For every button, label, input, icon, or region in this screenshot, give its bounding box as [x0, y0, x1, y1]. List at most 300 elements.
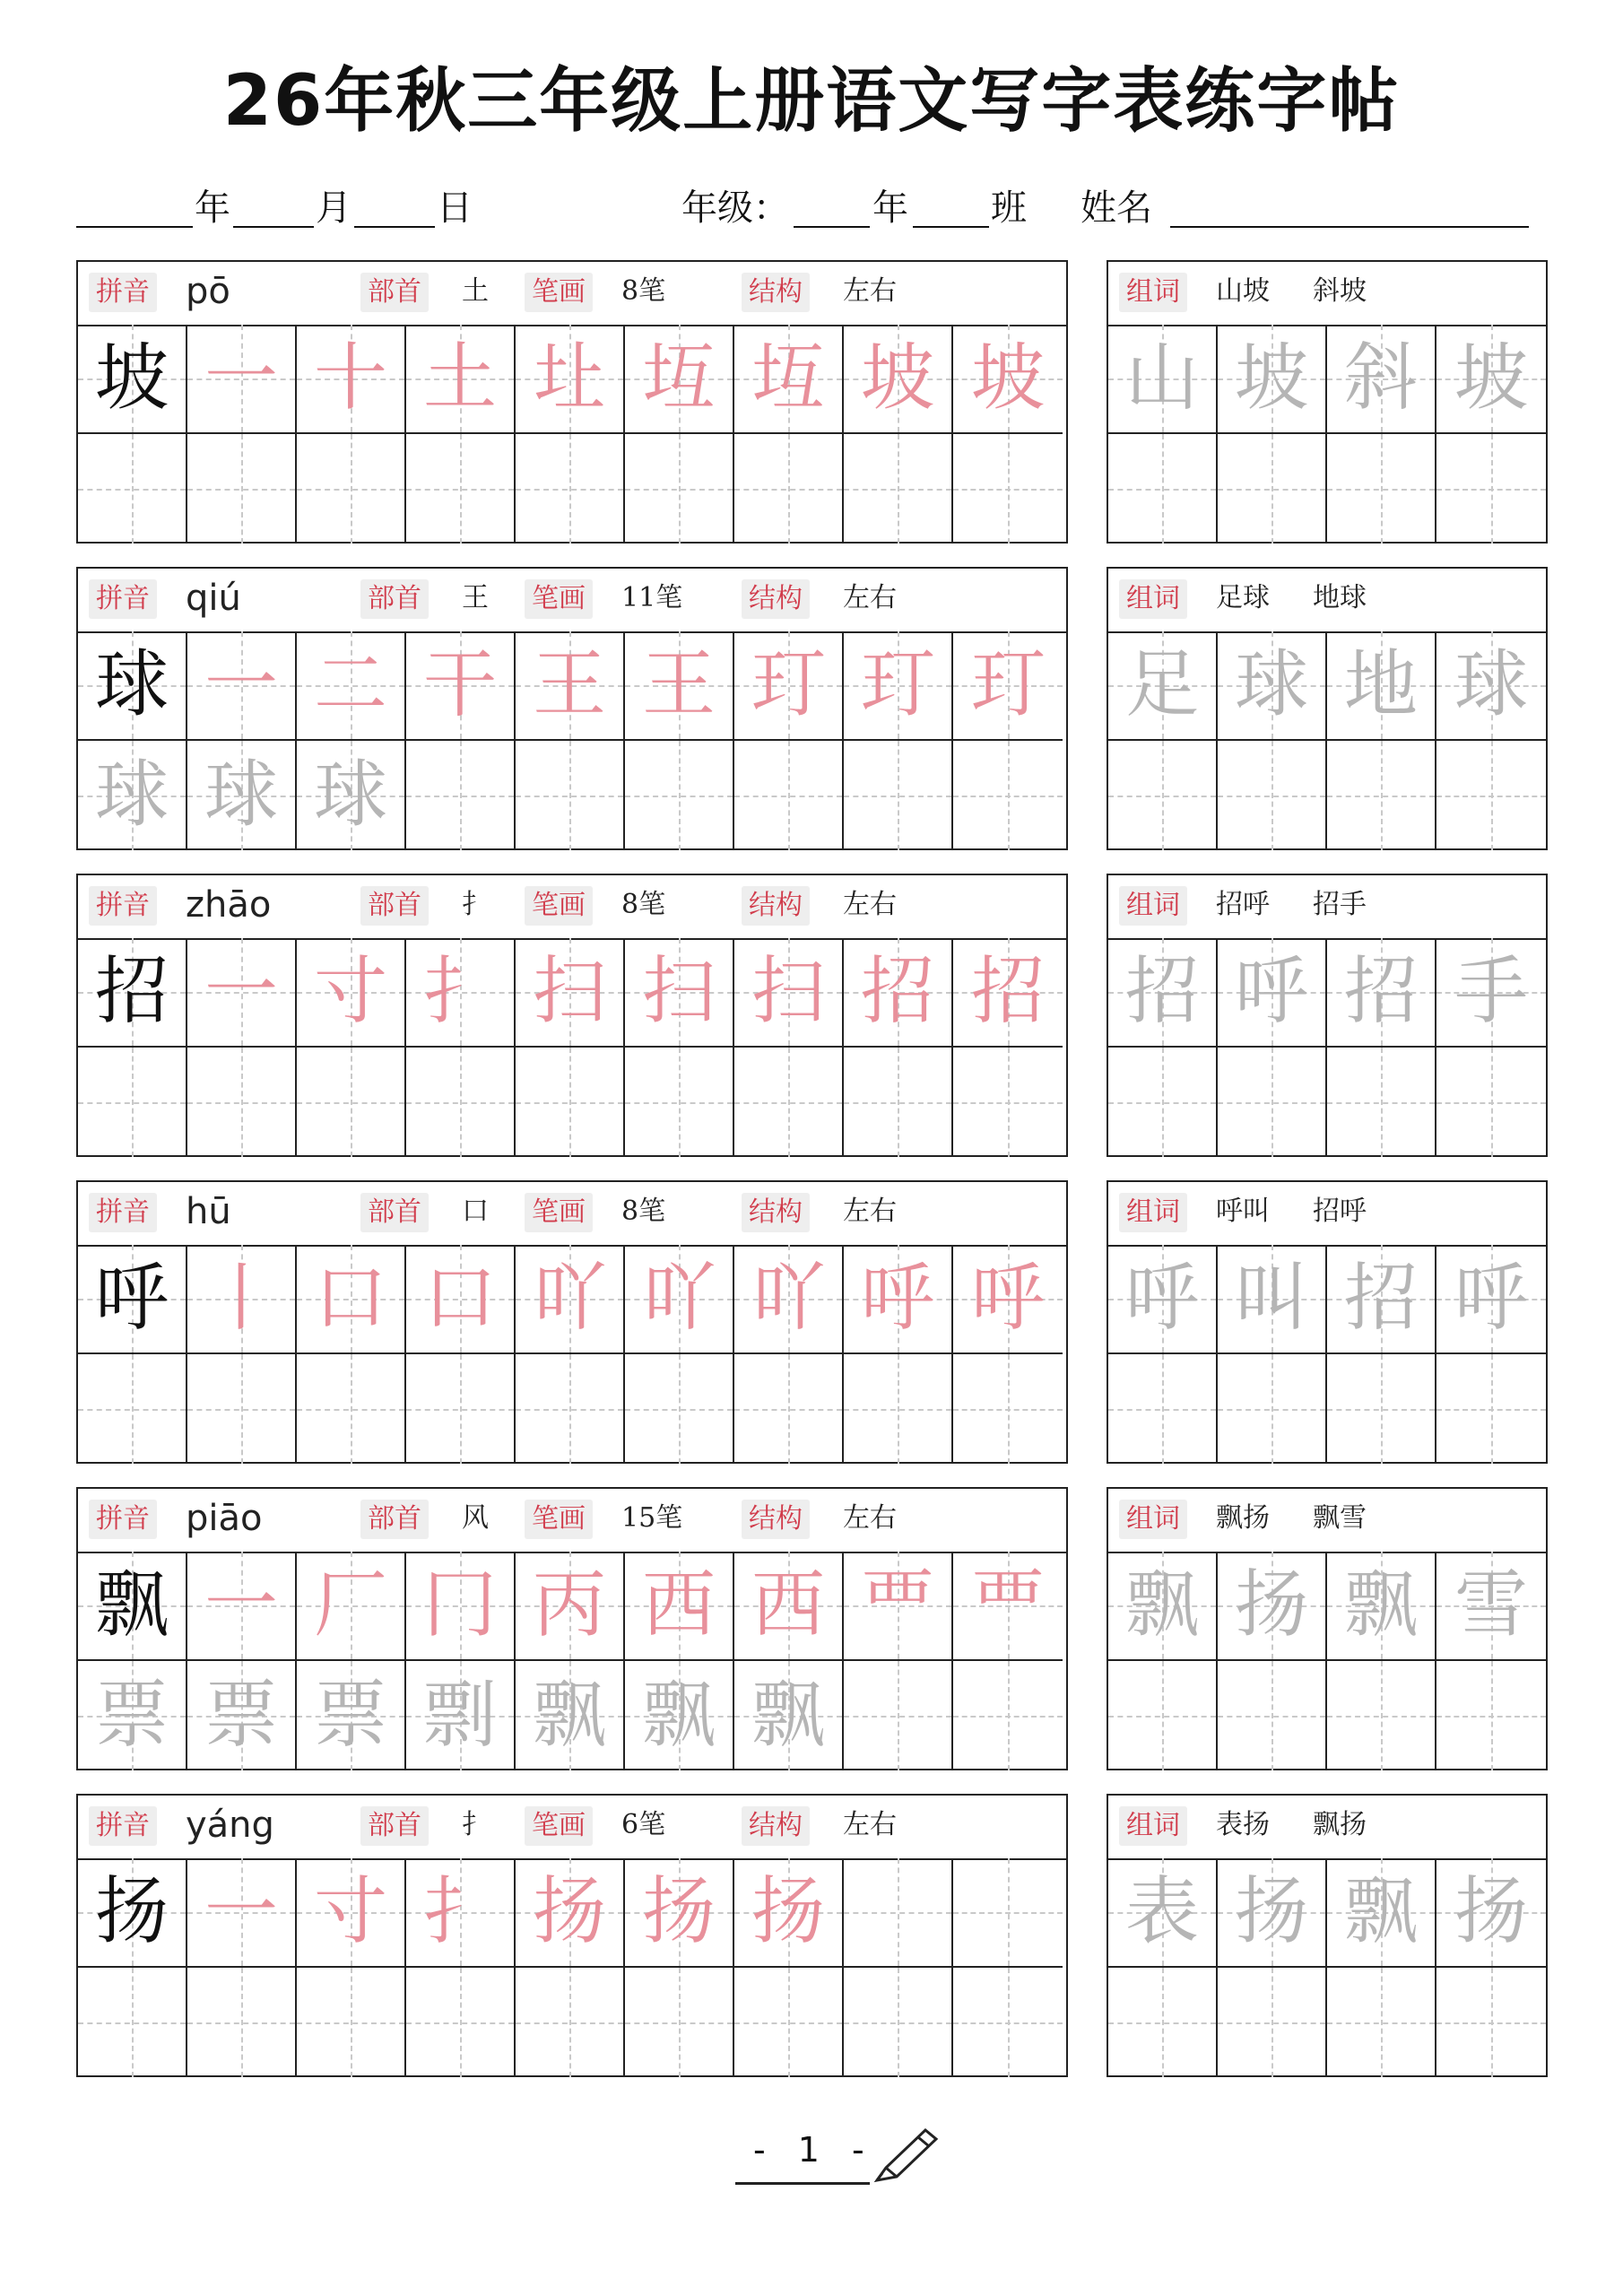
month-blank[interactable]	[233, 226, 314, 228]
stroke-step: 玎	[751, 642, 825, 727]
practice-cell[interactable]	[187, 1354, 297, 1464]
practice-cell[interactable]	[734, 631, 844, 741]
practice-cell[interactable]	[1436, 434, 1546, 544]
practice-cell[interactable]	[187, 1968, 297, 2077]
practice-cell[interactable]	[1327, 434, 1436, 544]
practice-cell[interactable]	[734, 1552, 844, 1661]
practice-cell[interactable]	[516, 1245, 625, 1354]
practice-cell[interactable]	[297, 938, 406, 1048]
practice-cell[interactable]	[1108, 1048, 1218, 1157]
trace-character: 斜	[1343, 335, 1418, 421]
card-header	[78, 262, 1066, 326]
label-radical: 部首	[360, 1193, 429, 1232]
stroke-step: 扫	[641, 949, 716, 1034]
label-words: 组词	[1119, 1806, 1187, 1846]
trace-character: 飘	[641, 1673, 716, 1758]
practice-cell[interactable]	[516, 1858, 625, 1968]
stroke-step: 覀	[970, 1562, 1045, 1648]
practice-cell[interactable]	[1108, 741, 1218, 850]
trace-character: 飘	[532, 1673, 606, 1758]
practice-cell[interactable]	[406, 1048, 516, 1157]
label-words: 组词	[1119, 886, 1187, 926]
practice-cell[interactable]	[625, 741, 734, 850]
practice-cell[interactable]	[734, 434, 844, 544]
pinyin-value: zhāo	[186, 884, 272, 926]
trace-character: 扬	[1234, 1562, 1308, 1648]
model-character: 坡	[94, 335, 169, 421]
practice-cell[interactable]	[734, 325, 844, 434]
word-2: 招手	[1313, 889, 1367, 920]
page-title: 26年秋三年级上册语文写字表练字帖	[222, 61, 1401, 142]
word-2: 飘雪	[1313, 1502, 1367, 1534]
stroke-step: 扫	[532, 949, 606, 1034]
trace-character: 招	[1343, 1256, 1418, 1341]
practice-cell[interactable]	[844, 1354, 953, 1464]
practice-cell[interactable]	[844, 1552, 953, 1661]
practice-cell[interactable]	[1436, 1354, 1546, 1464]
stroke-step: 扬	[532, 1869, 606, 1954]
practice-cell[interactable]	[406, 1354, 516, 1464]
practice-cell[interactable]	[1218, 434, 1327, 544]
stroke-step: 覀	[860, 1562, 934, 1648]
practice-cell[interactable]	[1436, 1048, 1546, 1157]
practice-cell[interactable]	[187, 631, 297, 741]
trace-character: 地	[1343, 642, 1418, 727]
practice-cell[interactable]	[844, 938, 953, 1048]
practice-cell[interactable]	[297, 434, 406, 544]
word-card-5	[1107, 1487, 1548, 1770]
practice-cell[interactable]	[406, 938, 516, 1048]
label-structure: 结构	[742, 273, 810, 312]
practice-cell[interactable]	[516, 434, 625, 544]
footer-underline	[735, 2182, 870, 2185]
practice-cell[interactable]	[1108, 1245, 1218, 1354]
structure-value: 左右	[843, 1502, 897, 1534]
practice-cell[interactable]	[625, 1245, 734, 1354]
trace-character: 呼	[1124, 1256, 1199, 1341]
practice-cell[interactable]	[406, 1661, 516, 1770]
stroke-step: 坡	[860, 335, 934, 421]
practice-cell[interactable]	[1218, 1858, 1327, 1968]
label-strokes: 笔画	[525, 579, 593, 619]
stroke-step: 吖	[532, 1256, 606, 1341]
pinyin-value: yáng	[186, 1805, 274, 1846]
grade-year-label: 年	[872, 187, 908, 229]
practice-cell[interactable]	[516, 1552, 625, 1661]
practice-cell[interactable]	[953, 1354, 1063, 1464]
label-radical: 部首	[360, 273, 429, 312]
trace-character: 扬	[1454, 1869, 1528, 1954]
stroke-count: 15笔	[621, 1502, 683, 1534]
class-label: 班	[991, 187, 1027, 229]
practice-cell[interactable]	[1327, 325, 1436, 434]
stroke-step: 二	[313, 642, 387, 727]
label-strokes: 笔画	[525, 1193, 593, 1232]
label-words: 组词	[1119, 1193, 1187, 1232]
radical-value: 扌	[462, 889, 489, 920]
practice-cell[interactable]	[78, 1048, 187, 1157]
trace-character: 球	[204, 752, 278, 838]
trace-character: 剽	[422, 1673, 497, 1758]
trace-character: 球	[313, 752, 387, 838]
character-card-4	[76, 1180, 1068, 1464]
practice-cell[interactable]	[78, 741, 187, 850]
trace-character: 雪	[1454, 1562, 1528, 1648]
practice-cell[interactable]	[1108, 434, 1218, 544]
practice-cell[interactable]	[406, 741, 516, 850]
practice-cell[interactable]	[844, 1661, 953, 1770]
character-card-5	[76, 1487, 1068, 1770]
practice-cell[interactable]	[297, 1552, 406, 1661]
practice-cell[interactable]	[953, 434, 1063, 544]
practice-cell[interactable]	[734, 1354, 844, 1464]
practice-cell[interactable]	[1327, 1354, 1436, 1464]
character-card-1	[76, 260, 1068, 544]
name-blank[interactable]	[1170, 226, 1529, 228]
practice-cell[interactable]	[78, 1661, 187, 1770]
practice-cell[interactable]	[953, 1858, 1063, 1968]
month-label: 月	[316, 187, 352, 229]
label-structure: 结构	[742, 1193, 810, 1232]
practice-cell[interactable]	[78, 1552, 187, 1661]
word-grid	[1108, 1245, 1546, 1462]
trace-character: 坡	[1234, 335, 1308, 421]
practice-cell[interactable]	[625, 938, 734, 1048]
label-strokes: 笔画	[525, 1806, 593, 1846]
practice-cell[interactable]	[1218, 938, 1327, 1048]
word-2: 招呼	[1313, 1196, 1367, 1227]
practice-cell[interactable]	[953, 1661, 1063, 1770]
stroke-step: 扌	[422, 1869, 497, 1954]
practice-cell[interactable]	[625, 631, 734, 741]
word-card-header	[1108, 569, 1546, 633]
practice-cell[interactable]	[78, 1858, 187, 1968]
label-words: 组词	[1119, 579, 1187, 619]
trace-character: 山	[1124, 335, 1199, 421]
stroke-count: 6笔	[621, 1809, 666, 1840]
practice-cell[interactable]	[187, 1048, 297, 1157]
label-words: 组词	[1119, 1500, 1187, 1539]
practice-cell[interactable]	[734, 1661, 844, 1770]
practice-cell[interactable]	[844, 1858, 953, 1968]
practice-cell[interactable]	[187, 1552, 297, 1661]
word-grid	[1108, 1858, 1546, 2075]
stroke-step: 土	[422, 335, 497, 421]
practice-cell[interactable]	[625, 434, 734, 544]
page-footer	[735, 2130, 942, 2193]
practice-cell[interactable]	[734, 938, 844, 1048]
word-1: 表扬	[1216, 1809, 1270, 1840]
word-2: 斜坡	[1313, 275, 1367, 307]
practice-cell[interactable]	[844, 325, 953, 434]
practice-cell[interactable]	[1436, 1968, 1546, 2077]
practice-cell[interactable]	[1327, 1968, 1436, 2077]
trace-character: 飘	[1124, 1562, 1199, 1648]
trace-character: 手	[1454, 949, 1528, 1034]
writing-grid	[78, 938, 1066, 1155]
stroke-step: 一	[204, 335, 278, 421]
practice-cell[interactable]	[625, 1552, 734, 1661]
practice-cell[interactable]	[625, 1858, 734, 1968]
practice-cell[interactable]	[297, 631, 406, 741]
practice-cell[interactable]	[406, 325, 516, 434]
practice-cell[interactable]	[734, 1048, 844, 1157]
practice-cell[interactable]	[1108, 631, 1218, 741]
grade-blank[interactable]	[794, 226, 870, 228]
practice-cell[interactable]	[1327, 1245, 1436, 1354]
word-grid	[1108, 325, 1546, 542]
practice-cell[interactable]	[78, 631, 187, 741]
card-header	[78, 1796, 1066, 1860]
label-words: 组词	[1119, 273, 1187, 312]
year-label: 年	[195, 187, 230, 229]
practice-cell[interactable]	[844, 434, 953, 544]
trace-character: 飘	[1343, 1869, 1418, 1954]
practice-cell[interactable]	[406, 1552, 516, 1661]
practice-cell[interactable]	[1327, 741, 1436, 850]
practice-cell[interactable]	[1436, 1858, 1546, 1968]
word-card-2	[1107, 567, 1548, 850]
practice-cell[interactable]	[516, 938, 625, 1048]
practice-cell[interactable]	[1218, 1245, 1327, 1354]
practice-cell[interactable]	[78, 938, 187, 1048]
stroke-step: 吖	[751, 1256, 825, 1341]
trace-character: 球	[1234, 642, 1308, 727]
stroke-step: 一	[204, 949, 278, 1034]
practice-cell[interactable]	[297, 741, 406, 850]
stroke-step: 一	[204, 642, 278, 727]
character-card-6	[76, 1794, 1068, 2077]
practice-cell[interactable]	[1436, 631, 1546, 741]
label-strokes: 笔画	[525, 1500, 593, 1539]
stroke-step: 一	[204, 1562, 278, 1648]
word-card-header	[1108, 1796, 1546, 1860]
radical-value: 土	[462, 275, 489, 307]
name-label: 姓名	[1081, 187, 1152, 229]
trace-character: 票	[313, 1673, 387, 1758]
trace-character: 球	[94, 752, 169, 838]
structure-value: 左右	[843, 275, 897, 307]
practice-cell[interactable]	[1218, 1354, 1327, 1464]
stroke-step: 丙	[532, 1562, 606, 1648]
pen-icon	[870, 2125, 942, 2187]
trace-character: 表	[1124, 1869, 1199, 1954]
pinyin-value: qiú	[186, 578, 241, 619]
practice-cell[interactable]	[734, 1968, 844, 2077]
practice-cell[interactable]	[844, 741, 953, 850]
practice-cell[interactable]	[516, 741, 625, 850]
practice-cell[interactable]	[1108, 325, 1218, 434]
practice-cell[interactable]	[187, 325, 297, 434]
practice-cell[interactable]	[734, 741, 844, 850]
practice-cell[interactable]	[516, 631, 625, 741]
writing-grid	[78, 1245, 1066, 1462]
practice-cell[interactable]	[1218, 1968, 1327, 2077]
practice-cell[interactable]	[187, 938, 297, 1048]
practice-cell[interactable]	[406, 434, 516, 544]
stroke-step: 玎	[860, 642, 934, 727]
practice-cell[interactable]	[1436, 1661, 1546, 1770]
stroke-count: 11笔	[621, 582, 683, 613]
practice-cell[interactable]	[1218, 1661, 1327, 1770]
word-card-4	[1107, 1180, 1548, 1464]
practice-cell[interactable]	[1108, 1552, 1218, 1661]
label-structure: 结构	[742, 1500, 810, 1539]
practice-cell[interactable]	[78, 434, 187, 544]
stroke-step: 冂	[422, 1562, 497, 1648]
stroke-step: 呼	[860, 1256, 934, 1341]
practice-cell[interactable]	[734, 1245, 844, 1354]
practice-cell[interactable]	[516, 325, 625, 434]
practice-cell[interactable]	[625, 325, 734, 434]
practice-cell[interactable]	[187, 741, 297, 850]
practice-cell[interactable]	[297, 1354, 406, 1464]
practice-cell[interactable]	[1108, 1354, 1218, 1464]
practice-cell[interactable]	[844, 1048, 953, 1157]
practice-cell[interactable]	[78, 1354, 187, 1464]
radical-value: 扌	[462, 1809, 489, 1840]
practice-cell[interactable]	[1436, 1245, 1546, 1354]
practice-cell[interactable]	[406, 1968, 516, 2077]
practice-cell[interactable]	[516, 1661, 625, 1770]
practice-cell[interactable]	[953, 1245, 1063, 1354]
practice-cell[interactable]	[406, 1245, 516, 1354]
word-2: 地球	[1313, 582, 1367, 613]
label-strokes: 笔画	[525, 886, 593, 926]
label-structure: 结构	[742, 579, 810, 619]
practice-cell[interactable]	[297, 1968, 406, 2077]
practice-cell[interactable]	[297, 1245, 406, 1354]
label-strokes: 笔画	[525, 273, 593, 312]
practice-cell[interactable]	[1436, 325, 1546, 434]
stroke-count: 8笔	[621, 275, 666, 307]
label-structure: 结构	[742, 886, 810, 926]
card-header	[78, 569, 1066, 633]
class-blank[interactable]	[913, 226, 989, 228]
day-blank[interactable]	[354, 226, 435, 228]
stroke-step: 呼	[970, 1256, 1045, 1341]
practice-cell[interactable]	[1327, 1048, 1436, 1157]
practice-cell[interactable]	[1327, 1661, 1436, 1770]
practice-cell[interactable]	[1218, 1048, 1327, 1157]
practice-cell[interactable]	[1327, 1552, 1436, 1661]
practice-cell[interactable]	[297, 1858, 406, 1968]
trace-character: 呼	[1234, 949, 1308, 1034]
word-1: 呼叫	[1216, 1196, 1270, 1227]
practice-cell[interactable]	[516, 1048, 625, 1157]
practice-cell[interactable]	[1436, 938, 1546, 1048]
stroke-step: 西	[641, 1562, 716, 1648]
stroke-step: 口	[313, 1256, 387, 1341]
stroke-step: 寸	[313, 1869, 387, 1954]
practice-cell[interactable]	[1218, 325, 1327, 434]
label-radical: 部首	[360, 1806, 429, 1846]
stroke-step: 一	[204, 1869, 278, 1954]
practice-cell[interactable]	[953, 938, 1063, 1048]
stroke-step: 坘	[641, 335, 716, 421]
stroke-step: 扬	[751, 1869, 825, 1954]
card-header	[78, 1182, 1066, 1247]
practice-cell[interactable]	[187, 1858, 297, 1968]
word-grid	[1108, 938, 1546, 1155]
pinyin-value: pō	[186, 271, 230, 312]
trace-character: 呼	[1454, 1256, 1528, 1341]
word-1: 飘扬	[1216, 1502, 1270, 1534]
practice-cell[interactable]	[187, 1245, 297, 1354]
label-pinyin: 拼音	[89, 886, 157, 926]
practice-cell[interactable]	[625, 1048, 734, 1157]
practice-cell[interactable]	[1218, 631, 1327, 741]
day-label: 日	[437, 187, 473, 229]
practice-cell[interactable]	[1218, 741, 1327, 850]
stroke-step: 王	[532, 642, 606, 727]
stroke-step: 厂	[313, 1562, 387, 1648]
practice-cell[interactable]	[625, 1354, 734, 1464]
date-name-row	[76, 179, 1556, 242]
practice-cell[interactable]	[78, 1245, 187, 1354]
label-radical: 部首	[360, 886, 429, 926]
practice-cell[interactable]	[625, 1661, 734, 1770]
trace-character: 球	[1454, 642, 1528, 727]
practice-cell[interactable]	[78, 325, 187, 434]
practice-cell[interactable]	[1108, 938, 1218, 1048]
practice-cell[interactable]	[953, 1048, 1063, 1157]
practice-cell[interactable]	[187, 1661, 297, 1770]
practice-cell[interactable]	[1108, 1968, 1218, 2077]
trace-character: 飘	[1343, 1562, 1418, 1648]
label-pinyin: 拼音	[89, 579, 157, 619]
stroke-count: 8笔	[621, 889, 666, 920]
label-pinyin: 拼音	[89, 1500, 157, 1539]
writing-grid	[78, 631, 1066, 848]
practice-cell[interactable]	[953, 1968, 1063, 2077]
word-1: 招呼	[1216, 889, 1270, 920]
practice-cell[interactable]	[187, 434, 297, 544]
practice-cell[interactable]	[1108, 1661, 1218, 1770]
practice-cell[interactable]	[297, 1048, 406, 1157]
radical-value: 王	[462, 582, 489, 613]
practice-cell[interactable]	[953, 741, 1063, 850]
practice-cell[interactable]	[1108, 1858, 1218, 1968]
practice-cell[interactable]	[844, 631, 953, 741]
practice-cell[interactable]	[406, 631, 516, 741]
practice-cell[interactable]	[1436, 741, 1546, 850]
trace-character: 票	[204, 1673, 278, 1758]
practice-cell[interactable]	[297, 1661, 406, 1770]
practice-cell[interactable]	[1327, 1858, 1436, 1968]
structure-value: 左右	[843, 889, 897, 920]
year-blank[interactable]	[76, 226, 193, 228]
practice-cell[interactable]	[734, 1858, 844, 1968]
practice-cell[interactable]	[953, 325, 1063, 434]
practice-cell[interactable]	[297, 325, 406, 434]
practice-cell[interactable]	[1436, 1552, 1546, 1661]
practice-cell[interactable]	[625, 1968, 734, 2077]
practice-cell[interactable]	[953, 631, 1063, 741]
practice-cell[interactable]	[1218, 1552, 1327, 1661]
stroke-step: 招	[970, 949, 1045, 1034]
practice-cell[interactable]	[1327, 938, 1436, 1048]
practice-cell[interactable]	[516, 1968, 625, 2077]
word-1: 山坡	[1216, 275, 1270, 307]
practice-cell[interactable]	[78, 1968, 187, 2077]
practice-cell[interactable]	[844, 1245, 953, 1354]
practice-cell[interactable]	[516, 1354, 625, 1464]
practice-cell[interactable]	[953, 1552, 1063, 1661]
practice-cell[interactable]	[1327, 631, 1436, 741]
practice-cell[interactable]	[406, 1858, 516, 1968]
practice-cell[interactable]	[844, 1968, 953, 2077]
